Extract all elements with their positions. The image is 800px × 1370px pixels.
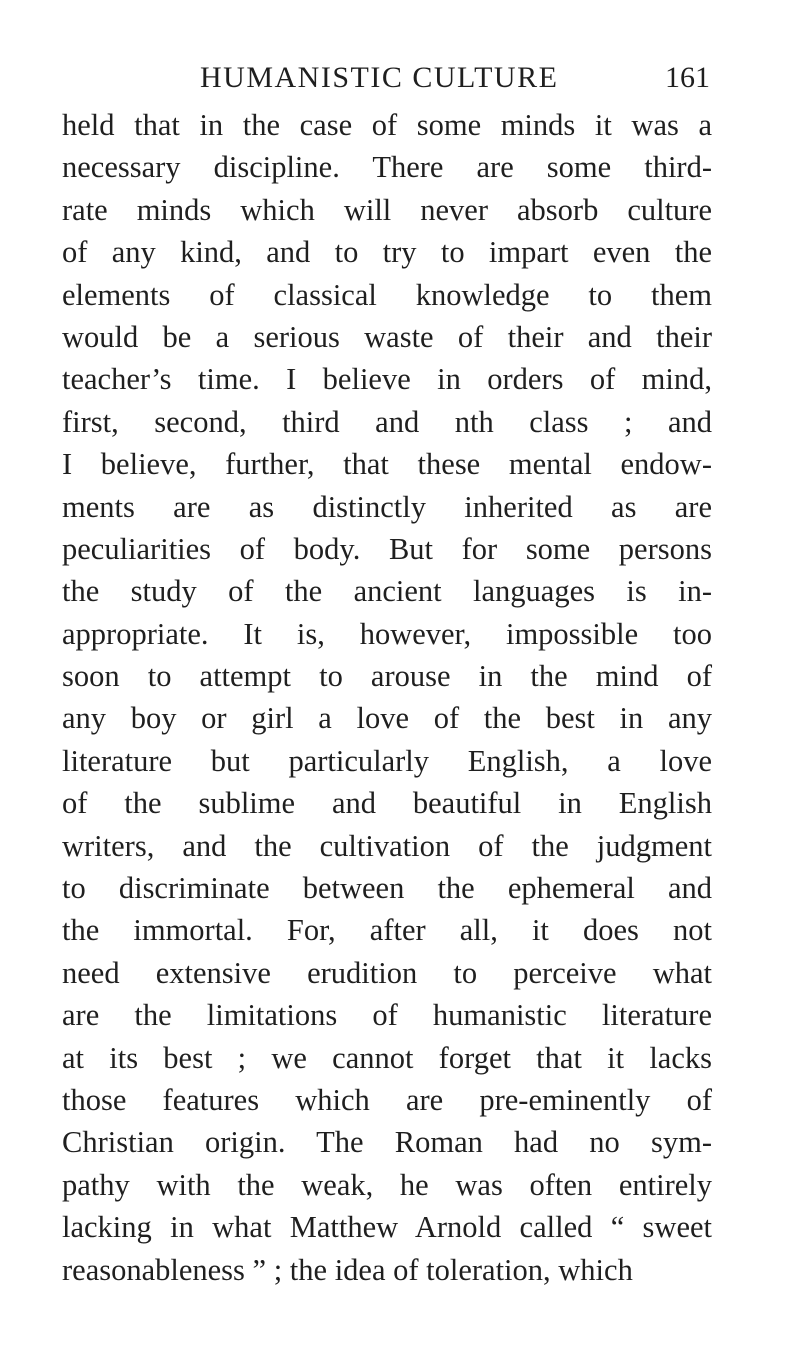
text-line: need extensive erudition to perceive what xyxy=(62,955,712,990)
text-line: peculiarities of body. But for some persons xyxy=(62,531,712,566)
text-line: to discriminate between the ephemeral and xyxy=(62,871,712,906)
text-line: are the limitations of humanistic literature xyxy=(62,998,712,1033)
text-line: soon to attempt to arouse in the mind of xyxy=(62,659,712,694)
body-text xyxy=(62,104,712,1291)
text-line: held that in the case of some minds it was a xyxy=(62,108,712,142)
text-line: necessary discipline. There are some third- xyxy=(62,150,712,185)
text-line: of any kind, and to try to impart even the xyxy=(62,235,712,270)
text-line: at its best ; we cannot forget that it lacks xyxy=(62,1040,712,1075)
text-line: reasonableness ” ; the idea of toleration, which xyxy=(62,1252,633,1287)
text-line: would be a serious waste of their and their xyxy=(62,319,712,354)
text-line: ments are as distinctly inherited as are xyxy=(62,489,712,524)
text-line: I believe, further, that these mental endow- xyxy=(62,447,712,482)
text-line: any boy or girl a love of the best in any xyxy=(62,701,712,736)
text-line: writers, and the cultivation of the judgment xyxy=(62,828,712,863)
text-line: literature but particularly English, a love xyxy=(62,743,712,778)
running-head xyxy=(200,58,710,98)
text-line: the immortal. For, after all, it does not xyxy=(62,913,712,948)
text-line: appropriate. It is, however, impossible too xyxy=(62,616,712,651)
text-line: first, second, third and nth class ; and xyxy=(62,404,712,439)
text-line: pathy with the weak, he was often entirely xyxy=(62,1167,712,1202)
text-line: of the sublime and beautiful in English xyxy=(62,786,712,821)
text-line: rate minds which will never absorb culture xyxy=(62,192,712,227)
text-line: the study of the ancient languages is in- xyxy=(62,574,712,609)
page-number: 161 xyxy=(665,61,710,94)
text-line: those features which are pre-eminently of xyxy=(62,1082,712,1117)
text-line: elements of classical knowledge to them xyxy=(62,277,712,312)
text-line: Christian origin. The Roman had no sym- xyxy=(62,1125,712,1160)
text-line: teacher’s time. I believe in orders of mind, xyxy=(62,362,712,397)
text-line: lacking in what Matthew Arnold called “ sweet xyxy=(62,1210,712,1245)
running-title: HUMANISTIC CULTURE xyxy=(200,61,559,94)
